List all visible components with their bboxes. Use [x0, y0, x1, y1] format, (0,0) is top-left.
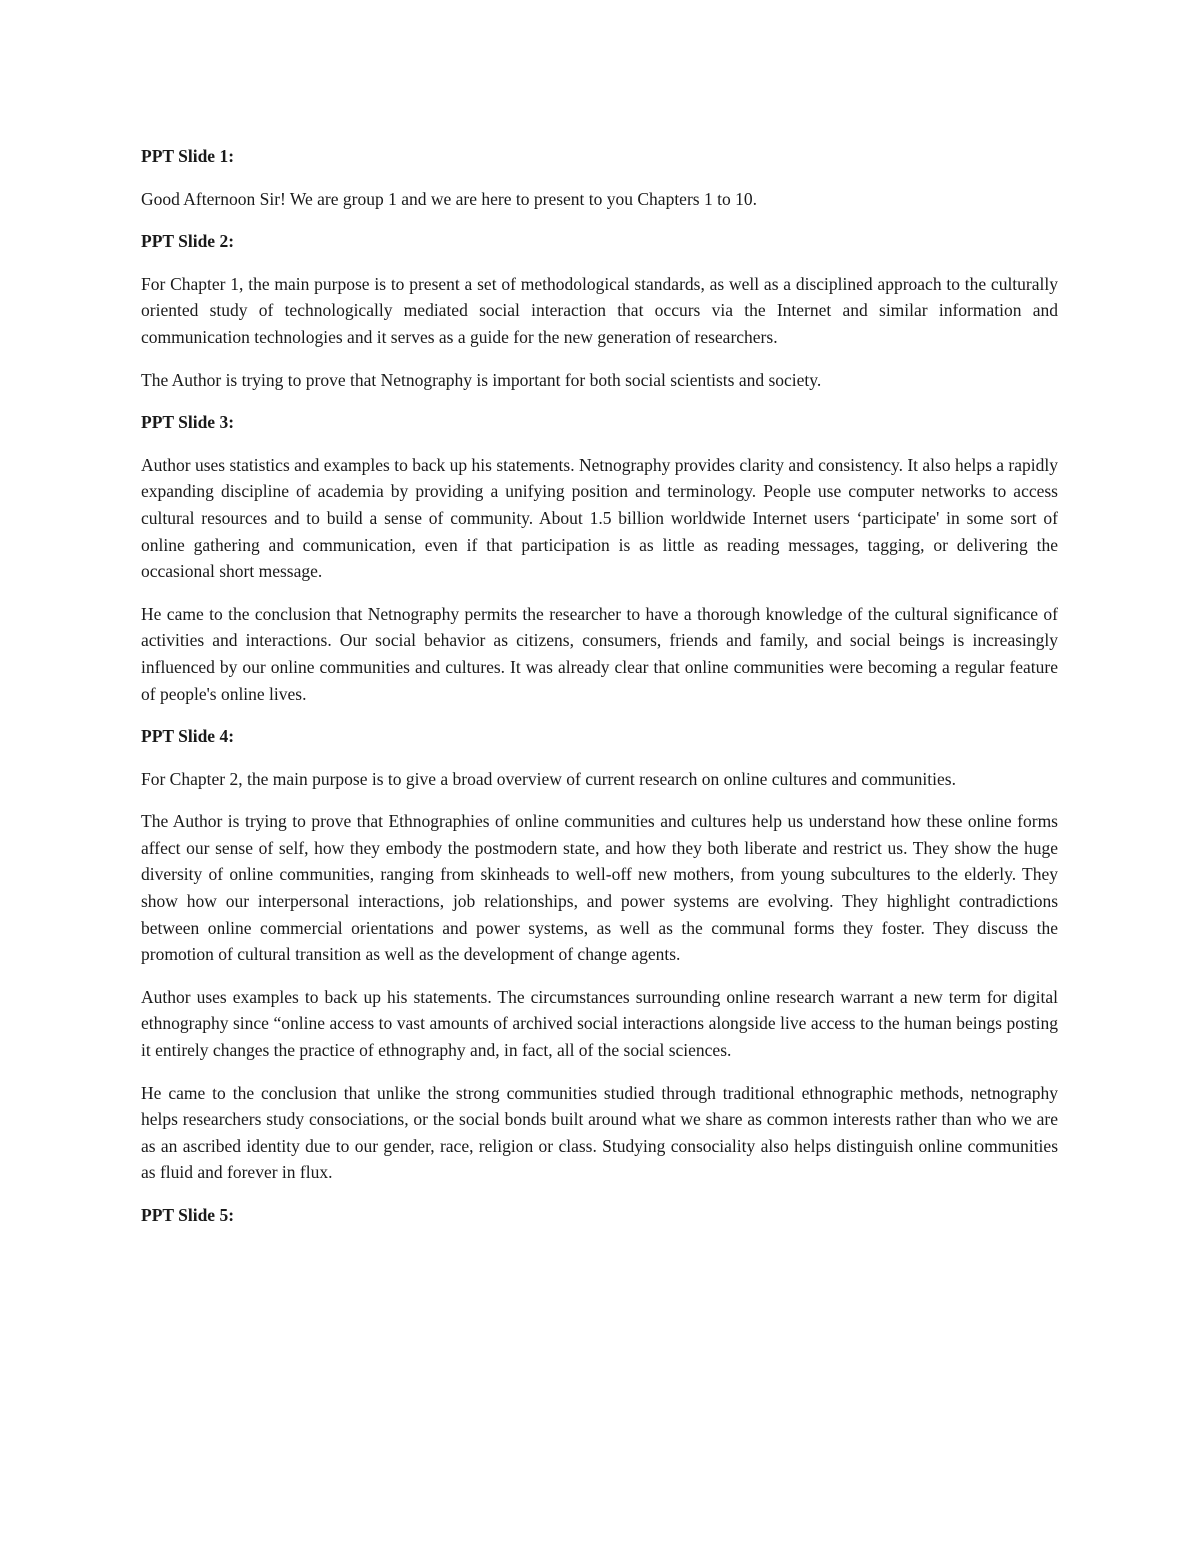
slide-5-heading: PPT Slide 5:	[141, 1205, 235, 1225]
chapter-2-conclusion-paragraph: He came to the conclusion that unlike the strong communities studied through traditional ethnographic methods, netnography helps researchers study consociations, or the social bonds built around what we share as common interests rather than who we are as an ascribed identity due to our gender, race, religion or class. Studying consociality also helps distinguish online communities as fluid and forever in flux.	[141, 1082, 1058, 1183]
slide-1-greeting-paragraph: Good Afternoon Sir! We are group 1 and we are here to present to you Chapters 1 to 10.	[141, 188, 757, 209]
slide-3-heading: PPT Slide 3:	[141, 412, 235, 433]
chapter-1-evidence-paragraph: Author uses statistics and examples to back up his statements. Netnography provides clarity and consistency. It also helps a rapidly expanding discipline of academia by providing a unifying position and terminology. People use computer networks to access cultural resources and to build a sense of community. About 1.5 billion worldwide Internet users ‘participate' in some sort of online gathering and communication, even if that participation is as little as reading messages, tagging, or delivering the occasional short message.	[141, 454, 1058, 582]
chapter-2-purpose-paragraph: For Chapter 2, the main purpose is to give a broad overview of current research on online cultures and communities.	[141, 768, 956, 789]
chapter-2-thesis-paragraph: The Author is trying to prove that Ethnographies of online communities and cultures help us understand how these online forms affect our sense of self, how they embody the postmodern state, and how they both liberate and restrict us. They show the huge diversity of online communities, ranging from skinheads to well-off new mothers, from young subcultures to the elderly. They show how our interpersonal interactions, job relationships, and power systems are evolving. They highlight contradictions between online commercial orientations and power systems, as well as the communal forms they foster. They discuss the promotion of cultural transition as well as the development of change agents.	[141, 811, 1058, 965]
document-body	[141, 143, 1058, 1245]
chapter-2-evidence-paragraph: Author uses examples to back up his statements. The circumstances surrounding online research warrant a new term for digital ethnography since “online access to vast amounts of archived social interactions alongside live access to the human beings posting it entirely changes the practice of ethnography and, in fact, all of the social sciences.	[141, 986, 1058, 1061]
chapter-1-purpose-paragraph: For Chapter 1, the main purpose is to present a set of methodological standards, as well as a disciplined approach to the culturally oriented study of technologically mediated social interaction that occurs via the Internet and similar information and communication technologies and it serves as a guide for the new generation of researchers.	[141, 273, 1058, 347]
slide-4-heading: PPT Slide 4:	[141, 726, 235, 747]
slide-1-heading: PPT Slide 1:	[141, 146, 235, 166]
chapter-1-thesis-paragraph: The Author is trying to prove that Netnography is important for both social scientists and society.	[141, 369, 822, 390]
chapter-1-conclusion-paragraph: He came to the conclusion that Netnography permits the researcher to have a thorough knowledge of the cultural significance of activities and interactions. Our social behavior as citizens, consumers, friends and family, and social beings is increasingly influenced by our online communities and cultures. It was already clear that online communities were becoming a regular feature of people's online lives.	[141, 603, 1058, 704]
slide-2-heading: PPT Slide 2:	[141, 231, 235, 252]
